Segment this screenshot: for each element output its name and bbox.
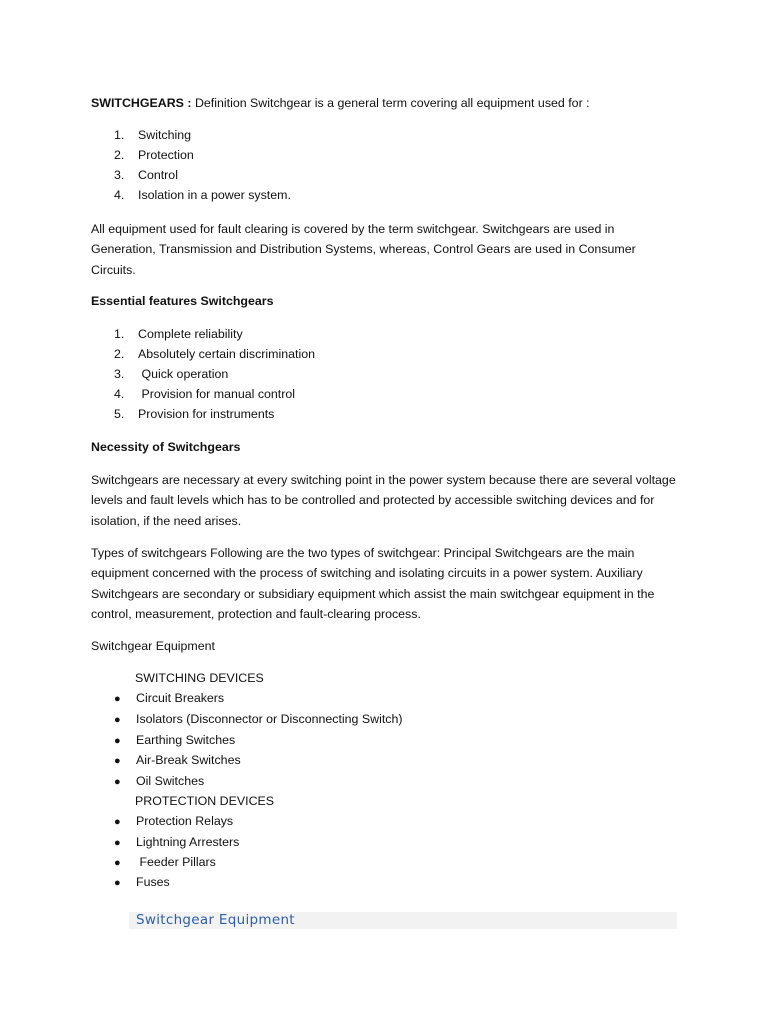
protection-item-4 [114,872,170,893]
intro-heading [91,93,590,113]
function-item-4 [114,185,291,205]
footer-caption-label: Switchgear Equipment [136,912,295,928]
switching-item-5 [114,771,204,792]
feature-item-4 [114,384,295,404]
types-paragraph: Types of switchgears Following are the two types of switchgear: Principal Switchgears are the main equipment concerned with the process of switching and isolating circuits in a power system. Auxiliary Switchgears are secondary or subsidiary equipment which assist the main switchgear equipment in the control, measurement, protection and fault-clearing process. [91,546,655,621]
list-number: 2. [114,347,125,361]
list-text: Circuit Breakers [136,691,225,705]
necessity-heading: Necessity of Switchgears [91,440,241,454]
list-text: Complete reliability [138,327,243,341]
intro-heading-text: Definition Switchgear is a general term covering all equipment used for : [191,96,590,110]
feature-item-3 [114,364,228,384]
protection-devices-heading: PROTECTION DEVICES [135,794,275,808]
bullet-icon: ● [114,693,121,705]
switching-item-4 [114,750,241,771]
feature-item-2 [114,344,315,364]
protection-item-1 [114,811,233,832]
switching-item-1 [114,688,224,709]
list-text: Feeder Pillars [136,855,216,869]
features-heading: Essential features Switchgears [91,294,274,308]
bullet-icon: ● [114,857,121,869]
bullet-icon: ● [114,877,121,889]
list-text: Isolators (Disconnector or Disconnecting Switch) [136,712,403,726]
paragraph-fault-clearing: All equipment used for fault clearing is covered by the term switchgear. Switchgears are used in Generation, Transmission and Distribution Systems, whereas, Control Gears are used in Consumer Circuits. [91,222,636,277]
list-number: 3. [114,367,125,381]
function-item-2 [114,145,194,165]
list-text: Switching [138,128,192,142]
list-number: 5. [114,407,125,421]
intro-heading-bold: SWITCHGEARS : [91,96,192,110]
equipment-heading: Switchgear Equipment [91,639,215,653]
feature-item-1 [114,324,243,344]
list-number: 4. [114,387,125,401]
switching-devices-heading: SWITCHING DEVICES [135,671,264,685]
list-text: Oil Switches [136,774,205,788]
bullet-icon: ● [114,776,121,788]
list-text: Lightning Arresters [136,835,240,849]
necessity-paragraph: Switchgears are necessary at every switching point in the power system because there are several voltage levels and fault levels which has to be controlled and protected by accessible switching devices and for isolation, if the need arises. [91,473,676,528]
list-text: Provision for manual control [138,387,296,401]
list-number: 1. [114,128,125,142]
protection-item-3 [114,852,216,873]
list-text: Earthing Switches [136,733,236,747]
feature-item-5 [114,404,274,424]
list-text: Fuses [136,875,170,889]
bullet-icon: ● [114,837,121,849]
list-text: Air-Break Switches [136,753,241,767]
list-text: Quick operation [138,367,229,381]
list-text: Protection [138,148,194,162]
list-text: Absolutely certain discrimination [138,347,315,361]
switching-item-2 [114,709,403,730]
function-item-1 [114,125,191,145]
list-number: 3. [114,168,125,182]
list-number: 1. [114,327,125,341]
bullet-icon: ● [114,735,121,747]
switching-item-3 [114,730,235,751]
bullet-icon: ● [114,714,121,726]
bullet-icon: ● [114,755,121,767]
list-text: Control [138,168,178,182]
bullet-icon: ● [114,816,121,828]
list-number: 2. [114,148,125,162]
function-item-3 [114,165,178,185]
list-text: Protection Relays [136,814,234,828]
list-text: Isolation in a power system. [138,188,291,202]
list-number: 4. [114,188,125,202]
footer-caption-bar [129,912,677,929]
protection-item-2 [114,832,239,853]
list-text: Provision for instruments [138,407,275,421]
